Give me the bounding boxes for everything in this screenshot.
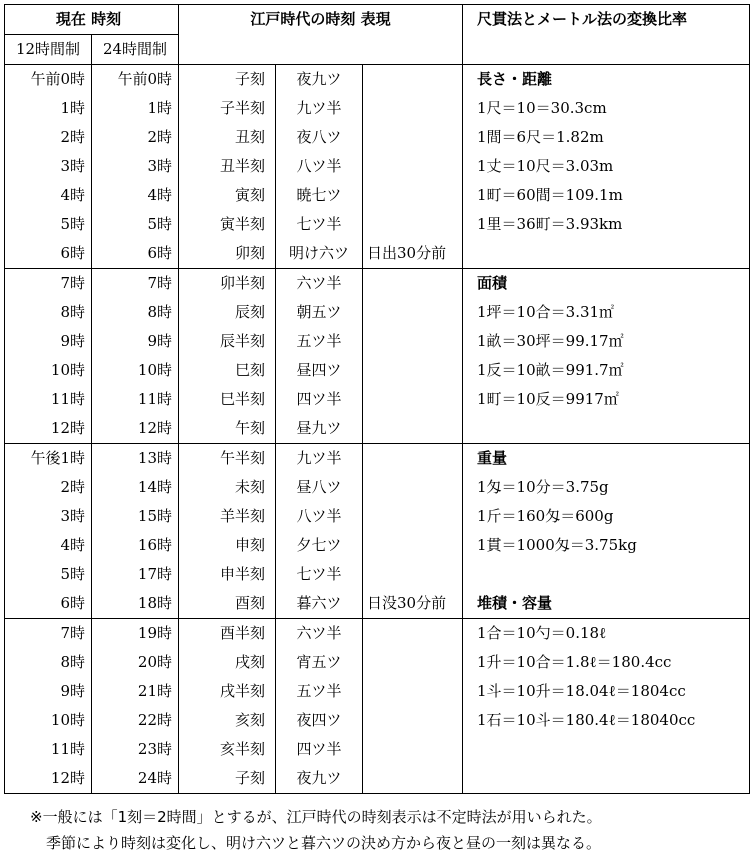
header-edo-time: 江戸時代の時刻 表現 (179, 5, 463, 65)
table-row (5, 152, 750, 181)
edo-koku-cell: 辰半刻 (220, 332, 266, 350)
edo-tsu-cell: 暮六ツ (276, 589, 363, 619)
conversion-cell (463, 414, 750, 444)
conversion-cell (463, 239, 750, 269)
edo-tsu-cell: 昼四ツ (276, 356, 363, 385)
table-row (5, 385, 750, 414)
header-row (5, 5, 750, 35)
edo-tsu-cell: 九ツ半 (276, 94, 363, 123)
edo-koku-cell: 子半刻 (220, 99, 266, 117)
edo-tsu-cell: 六ツ半 (276, 619, 363, 649)
conversion-cell: 1畝＝30坪＝99.17㎡ (463, 327, 750, 356)
edo-tsu-cell: 六ツ半 (276, 269, 363, 299)
edo-koku-cell: 申刻 (235, 536, 266, 554)
conversion-cell: 1尺＝10＝30.3cm (463, 94, 750, 123)
time-24h-cell: 18時 (92, 589, 179, 619)
edo-koku-cell: 羊半刻 (220, 507, 266, 525)
sun-note-cell (363, 764, 463, 794)
time-24h-cell: 11時 (92, 385, 179, 414)
edo-koku-cell: 午半刻 (179, 444, 276, 474)
conversion-cell: 1間＝6尺＝1.82m (463, 123, 750, 152)
section-heading: 面積 (463, 269, 750, 299)
edo-tsu-cell: 夜四ツ (276, 706, 363, 735)
time-12h-cell: 午後1時 (5, 444, 92, 474)
table-row (5, 560, 750, 589)
sun-note-cell (363, 473, 463, 502)
time-24h-cell: 2時 (92, 123, 179, 152)
time-12h-cell: 4時 (5, 531, 92, 560)
time-12h-cell: 12時 (5, 414, 92, 444)
time-12h-cell: 11時 (5, 385, 92, 414)
time-24h-cell: 4時 (92, 181, 179, 210)
section-heading: 堆積・容量 (463, 589, 750, 619)
time-12h-cell: 5時 (5, 210, 92, 239)
sun-note-cell: 日没30分前 (363, 589, 463, 619)
table-row (5, 94, 750, 123)
time-12h-cell: 3時 (5, 502, 92, 531)
sun-note-cell (363, 735, 463, 764)
table-row (5, 414, 750, 444)
time-12h-cell: 2時 (5, 473, 92, 502)
edo-tsu-cell: 八ツ半 (276, 502, 363, 531)
edo-koku-cell: 子刻 (179, 65, 276, 95)
sun-note-cell (363, 152, 463, 181)
conversion-cell: 1坪＝10合＝3.31㎡ (463, 298, 750, 327)
time-24h-cell: 9時 (92, 327, 179, 356)
edo-koku-cell: 丑刻 (235, 128, 266, 146)
edo-tsu-cell: 五ツ半 (276, 327, 363, 356)
table-row (5, 531, 750, 560)
time-12h-cell: 8時 (5, 298, 92, 327)
edo-koku-cell: 寅刻 (235, 186, 266, 204)
sun-note-cell (363, 356, 463, 385)
footnote-line-2: 季節により時刻は変化し、明け六ツと暮六ツの決め方から夜と昼の一刻は異なる。 (46, 834, 602, 852)
table-row (5, 239, 750, 269)
table-row (5, 473, 750, 502)
sun-note-cell (363, 123, 463, 152)
sun-note-cell (363, 269, 463, 299)
edo-koku-cell: 卯刻 (235, 244, 266, 262)
conversion-cell: 1丈＝10尺＝3.03m (463, 152, 750, 181)
table-row (5, 589, 750, 619)
time-table-document (4, 4, 749, 798)
edo-koku-cell: 亥半刻 (220, 740, 266, 758)
edo-koku-cell: 寅半刻 (220, 215, 266, 233)
time-24h-cell: 15時 (92, 502, 179, 531)
edo-koku-cell: 申半刻 (220, 565, 266, 583)
time-24h-cell: 20時 (92, 648, 179, 677)
conversion-cell: 1合＝10勺＝0.18ℓ (463, 619, 750, 649)
footnotes (0, 804, 755, 856)
table-row (5, 123, 750, 152)
time-24h-cell: 21時 (92, 677, 179, 706)
edo-tsu-cell: 夕七ツ (276, 531, 363, 560)
conversion-cell (463, 560, 750, 589)
sun-note-cell: 日出30分前 (363, 239, 463, 269)
sun-note-cell (363, 560, 463, 589)
table-row (5, 327, 750, 356)
time-24h-cell: 7時 (92, 269, 179, 299)
conversion-cell: 1反＝10畝＝991.7㎡ (463, 356, 750, 385)
edo-koku-cell: 丑半刻 (220, 157, 266, 175)
time-24h-cell: 6時 (92, 239, 179, 269)
edo-koku-cell: 卯半刻 (179, 269, 276, 299)
time-12h-cell: 3時 (5, 152, 92, 181)
time-24h-cell: 17時 (92, 560, 179, 589)
conversion-cell (463, 735, 750, 764)
time-24h-cell: 12時 (92, 414, 179, 444)
time-24h-cell: 10時 (92, 356, 179, 385)
conversion-cell: 1町＝10反＝9917㎡ (463, 385, 750, 414)
time-24h-cell: 13時 (92, 444, 179, 474)
time-12h-cell: 7時 (5, 619, 92, 649)
time-12h-cell: 6時 (5, 589, 92, 619)
header-24h: 24時間制 (92, 35, 179, 65)
time-12h-cell: 5時 (5, 560, 92, 589)
time-12h-cell: 9時 (5, 327, 92, 356)
time-12h-cell: 2時 (5, 123, 92, 152)
table-row (5, 706, 750, 735)
table-row (5, 298, 750, 327)
time-12h-cell: 10時 (5, 706, 92, 735)
conversion-cell: 1町＝60間＝109.1m (463, 181, 750, 210)
edo-tsu-cell: 宵五ツ (276, 648, 363, 677)
edo-koku-cell: 午刻 (235, 419, 266, 437)
section-heading: 長さ・距離 (463, 65, 750, 95)
table-row (5, 65, 750, 95)
edo-tsu-cell: 四ツ半 (276, 385, 363, 414)
time-24h-cell: 19時 (92, 619, 179, 649)
edo-koku-cell: 酉半刻 (179, 619, 276, 649)
edo-koku-cell: 子刻 (179, 764, 276, 794)
header-current-time: 現在 時刻 (5, 5, 179, 35)
time-12h-cell: 1時 (5, 94, 92, 123)
time-12h-cell: 午前0時 (5, 65, 92, 95)
sun-note-cell (363, 531, 463, 560)
time-12h-cell: 4時 (5, 181, 92, 210)
time-24h-cell: 22時 (92, 706, 179, 735)
sun-note-cell (363, 298, 463, 327)
edo-tsu-cell: 夜九ツ (276, 65, 363, 95)
sun-note-cell (363, 414, 463, 444)
time-12h-cell: 12時 (5, 764, 92, 794)
table-row (5, 764, 750, 794)
time-24h-cell: 8時 (92, 298, 179, 327)
edo-koku-cell: 戌刻 (235, 653, 266, 671)
edo-tsu-cell: 七ツ半 (276, 210, 363, 239)
conversion-cell: 1匁＝10分＝3.75g (463, 473, 750, 502)
conversion-cell: 1斗＝10升＝18.04ℓ＝1804cc (463, 677, 750, 706)
sun-note-cell (363, 181, 463, 210)
conversion-cell: 1里＝36町＝3.93km (463, 210, 750, 239)
sun-note-cell (363, 706, 463, 735)
header-conversion: 尺貫法とメートル法の変換比率 (463, 5, 750, 65)
conversion-cell: 1石＝10斗＝180.4ℓ＝18040cc (463, 706, 750, 735)
footnote-line-1: ※一般には「1刻＝2時間」とするが、江戸時代の時刻表示は不定時法が用いられた。 (30, 808, 602, 826)
table-row (5, 210, 750, 239)
table-row (5, 502, 750, 531)
table-row (5, 619, 750, 649)
conversion-cell: 1升＝10合＝1.8ℓ＝180.4cc (463, 648, 750, 677)
header-12h: 12時間制 (5, 35, 92, 65)
edo-tsu-cell: 昼八ツ (276, 473, 363, 502)
time-24h-cell: 5時 (92, 210, 179, 239)
sun-note-cell (363, 619, 463, 649)
edo-tsu-cell: 朝五ツ (276, 298, 363, 327)
edo-koku-cell: 巳半刻 (220, 390, 266, 408)
time-12h-cell: 11時 (5, 735, 92, 764)
sun-note-cell (363, 327, 463, 356)
edo-tsu-cell: 暁七ツ (276, 181, 363, 210)
sun-note-cell (363, 385, 463, 414)
conversion-cell (463, 764, 750, 794)
time-12h-cell: 10時 (5, 356, 92, 385)
time-24h-cell: 16時 (92, 531, 179, 560)
time-24h-cell: 14時 (92, 473, 179, 502)
edo-koku-cell: 酉刻 (235, 594, 266, 612)
table-row (5, 356, 750, 385)
sun-note-cell (363, 65, 463, 95)
time-24h-cell: 午前0時 (92, 65, 179, 95)
conversion-cell: 1斤＝160匁＝600g (463, 502, 750, 531)
edo-tsu-cell: 九ツ半 (276, 444, 363, 474)
edo-koku-cell: 戌半刻 (220, 682, 266, 700)
sun-note-cell (363, 94, 463, 123)
edo-tsu-cell: 八ツ半 (276, 152, 363, 181)
edo-tsu-cell: 夜八ツ (276, 123, 363, 152)
time-24h-cell: 24時 (92, 764, 179, 794)
edo-tsu-cell: 四ツ半 (276, 735, 363, 764)
sun-note-cell (363, 444, 463, 474)
edo-tsu-cell: 五ツ半 (276, 677, 363, 706)
edo-tsu-cell: 明け六ツ (276, 239, 363, 269)
time-24h-cell: 3時 (92, 152, 179, 181)
time-12h-cell: 7時 (5, 269, 92, 299)
table-row (5, 677, 750, 706)
time-24h-cell: 23時 (92, 735, 179, 764)
table-row (5, 735, 750, 764)
sun-note-cell (363, 677, 463, 706)
edo-tsu-cell: 夜九ツ (276, 764, 363, 794)
time-12h-cell: 6時 (5, 239, 92, 269)
table-row (5, 181, 750, 210)
time-12h-cell: 9時 (5, 677, 92, 706)
edo-koku-cell: 巳刻 (235, 361, 266, 379)
section-heading: 重量 (463, 444, 750, 474)
sun-note-cell (363, 502, 463, 531)
time-24h-cell: 1時 (92, 94, 179, 123)
table-row (5, 648, 750, 677)
conversion-cell: 1貫＝1000匁＝3.75kg (463, 531, 750, 560)
edo-koku-cell: 辰刻 (235, 303, 266, 321)
sun-note-cell (363, 648, 463, 677)
table-row (5, 444, 750, 474)
table-row (5, 269, 750, 299)
edo-tsu-cell: 昼九ツ (276, 414, 363, 444)
time-conversion-table (4, 4, 750, 794)
edo-koku-cell: 亥刻 (235, 711, 266, 729)
edo-tsu-cell: 七ツ半 (276, 560, 363, 589)
sun-note-cell (363, 210, 463, 239)
time-12h-cell: 8時 (5, 648, 92, 677)
edo-koku-cell: 未刻 (235, 478, 266, 496)
